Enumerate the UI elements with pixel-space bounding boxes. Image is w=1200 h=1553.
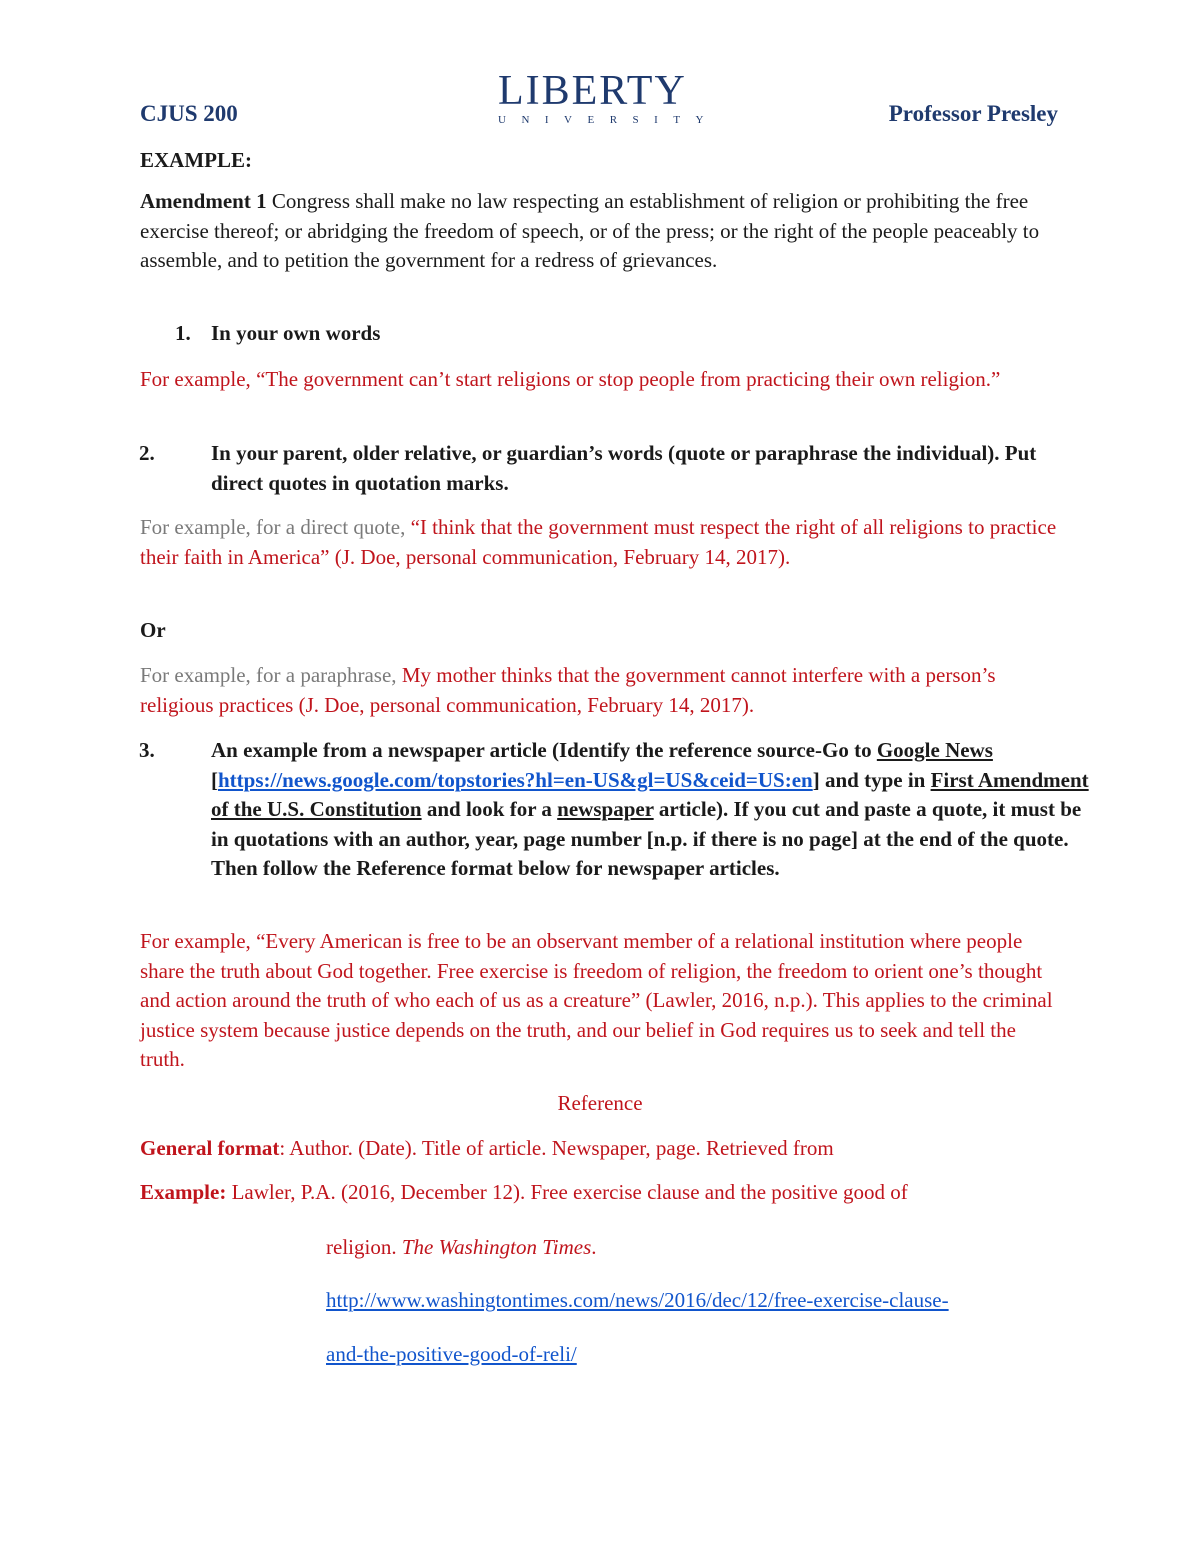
question-text-a: An example from a newspaper article (Identify the reference source-Go to [211, 738, 877, 762]
newspaper-word: newspaper [557, 797, 654, 821]
logo-wordmark: LIBERTY [498, 68, 687, 114]
search-term: First Amendment of the U.S. Constitution [211, 767, 1089, 821]
example-prefix: For example, [140, 367, 257, 391]
or-label: Or [140, 618, 166, 642]
question-text-e: article). If you cut and paste a quote, it must be in quotations with an author, year, page number [n.p. if there is no page] at the end of the quote. Then follow the Reference format below for newspaper articles. [211, 797, 1082, 880]
logo-subtitle: UNIVERSITY [498, 114, 719, 126]
reference-example-text: Lawler, P.A. (2016, December 12). Free exercise clause and the positive good of [226, 1180, 908, 1204]
amendment-text: Congress shall make no law respecting an establishment of religion or prohibiting the free exercise thereof; or abridging the freedom of speech, or of the press; or the right of the people peaceably to assemble, and to petition the government for a redress of grievances. [140, 189, 1040, 272]
example-answer-2 [140, 513, 1060, 572]
reference-line2-text: religion. [326, 1235, 402, 1259]
reference-line-2 [326, 1233, 597, 1263]
question-text: In your own words [211, 321, 381, 345]
reference-url-link-part1[interactable]: http://www.washingtontimes.com/news/2016/dec/12/free-exercise-clause- [326, 1288, 949, 1312]
question-3 [139, 736, 1101, 884]
reference-heading: Reference [557, 1091, 643, 1115]
general-format-text: : Author. (Date). Title of article. Newspaper, page. Retrieved from [279, 1136, 834, 1160]
amendment-label: Amendment 1 [140, 189, 267, 213]
newspaper-title: The Washington Times [401, 1235, 592, 1259]
example-heading: EXAMPLE: [140, 148, 252, 172]
google-news-url-link[interactable]: https://news.google.com/topstories?hl=en-US&gl=US&ceid=US:en [218, 767, 813, 792]
question-1 [175, 319, 380, 349]
general-format-label: General format [140, 1136, 280, 1160]
example-prefix: For example, [140, 929, 257, 953]
example-prefix: For example, for a direct quote, [140, 515, 411, 539]
example-text: My mother thinks that the government cannot interfere with a person’s religious practices (J. Doe, personal communication, February 14, 2017). [140, 663, 996, 717]
example-text: “Every American is free to be an observant member of a relational institution where people share the truth about God together. Free exercise is freedom of religion, the freedom to orient one’s thought and action around the truth of who each of us as a creature” (Lawler, 2016, n.p.). This applies to the criminal justice system because justice depends on the truth, and our belief in God requires us to seek and tell the truth. [140, 929, 1053, 1071]
example-answer-1 [140, 365, 1060, 395]
general-format-line [140, 1134, 1060, 1164]
reference-url-line-1 [326, 1286, 949, 1316]
reference-line2-end: . [591, 1235, 597, 1259]
question-2 [139, 439, 1071, 498]
amendment-paragraph [140, 187, 1060, 276]
liberty-university-logo [498, 68, 719, 126]
example-text: “I think that the government must respect the right of all religions to practice their faith in America” (J. Doe, personal communication, February 14, 2017). [140, 515, 1057, 569]
question-number: 1. [175, 321, 191, 345]
reference-example-label: Example: [140, 1180, 227, 1204]
example-text: “The government can’t start religions or stop people from practicing their own religion.” [256, 367, 1001, 391]
question-text: In your parent, older relative, or guardian’s words (quote or paraphrase the individual). Put direct quotes in quotation marks. [211, 441, 1037, 495]
question-number: 2. [139, 441, 155, 465]
question-text-c: ] and type in [812, 767, 931, 792]
question-text-d: and look for a [421, 797, 558, 821]
example-answer-4 [140, 927, 1060, 1075]
reference-url-link-part2[interactable]: and-the-positive-good-of-reli/ [326, 1342, 577, 1366]
google-news-link[interactable]: Google News [876, 738, 993, 762]
example-answer-3 [140, 661, 1060, 720]
professor-name: Professor Presley [888, 101, 1058, 126]
course-code: CJUS 200 [140, 101, 238, 126]
question-number: 3. [139, 738, 155, 762]
example-prefix: For example, for a paraphrase, [140, 663, 402, 687]
question-text-b: [ [211, 767, 218, 792]
reference-url-line-2 [326, 1340, 577, 1370]
reference-example-line [140, 1178, 1060, 1208]
